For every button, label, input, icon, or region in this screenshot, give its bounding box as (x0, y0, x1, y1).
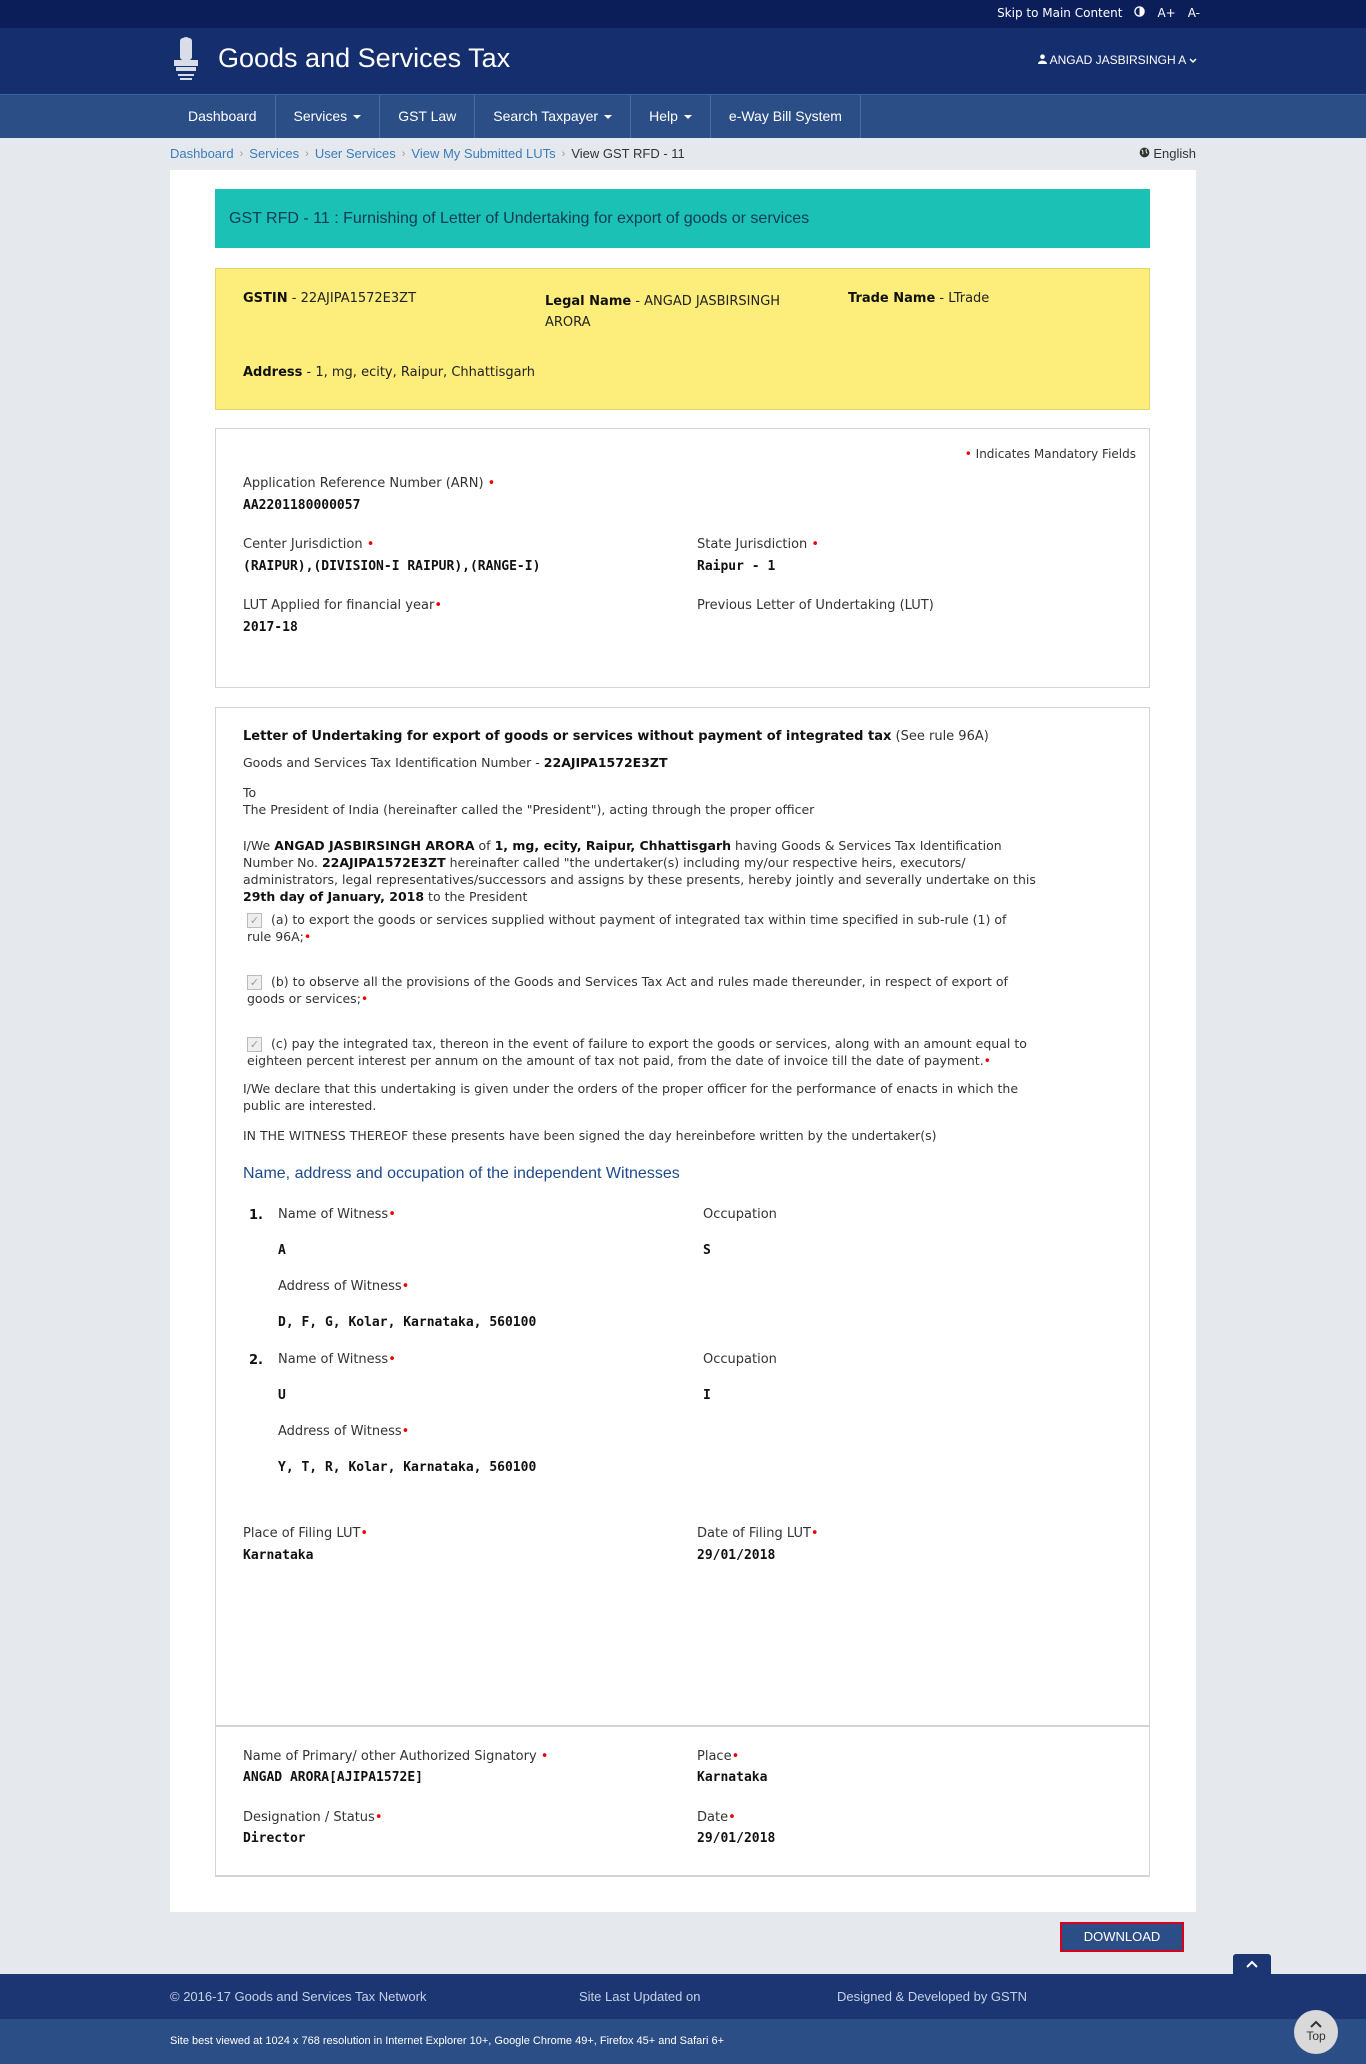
legal-name-value: ANGAD JASBIRSINGH (644, 294, 781, 309)
breadcrumb-services[interactable]: Services (249, 146, 300, 161)
arn-value: AA2201180000057 (243, 498, 361, 513)
scroll-up-tab[interactable] (1233, 1954, 1271, 1974)
required-marker: • (964, 447, 972, 461)
center-jurisdiction-label: Center Jurisdiction • (243, 537, 375, 552)
clause-a-checkbox[interactable]: ✓ (247, 913, 262, 928)
footer-updated: Site Last Updated on (579, 1989, 701, 2004)
witness-address-value: Y, T, R, Kolar, Karnataka, 560100 (278, 1460, 537, 1475)
nav-label: Dashboard (188, 108, 257, 124)
trade-name-value: LTrade (948, 291, 990, 306)
footer-designed: Designed & Developed by GSTN (837, 1989, 1028, 2004)
designation-value: Director (243, 1831, 306, 1846)
date-of-filing-value: 29/01/2018 (697, 1548, 776, 1563)
place-of-filing-value: Karnataka (243, 1548, 314, 1563)
nav-label: e-Way Bill System (728, 108, 842, 124)
footer-top (0, 1974, 1366, 2019)
address-value: 1, mg, ecity, Raipur, Chhattisgarh (315, 365, 535, 380)
date-of-filing-label: Date of Filing LUT• (697, 1526, 819, 1541)
user-name: ANGAD JASBIRSINGH A (1049, 53, 1186, 67)
footer-bottom (0, 2019, 1366, 2064)
address-label: Address (243, 365, 303, 380)
witness-name-label: Name of Witness• (278, 1207, 396, 1222)
nav-dashboard[interactable] (170, 95, 276, 138)
language-selector[interactable] (1139, 146, 1196, 161)
undertaking-card (215, 707, 1150, 1877)
signatory-name-value: ANGAD ARORA[AJIPA1572E] (243, 1770, 424, 1785)
witness-address-label: Address of Witness• (278, 1279, 410, 1294)
signatory-card (215, 1726, 1150, 1876)
contrast-icon[interactable] (1134, 6, 1145, 20)
breadcrumb-current: View GST RFD - 11 (571, 146, 685, 161)
footer-copyright: © 2016-17 Goods and Services Tax Network (170, 1989, 427, 2004)
signatory-place-label: Place• (697, 1749, 740, 1764)
site-header (0, 28, 1366, 94)
download-button[interactable]: DOWNLOAD (1060, 1922, 1184, 1952)
chevron-right-icon: › (305, 147, 309, 160)
clause-a-text: (a) to export the goods or services supplied without payment of integrated tax within time specified in sub-rule (1) of rule 96A;• (247, 912, 1007, 944)
national-emblem-icon[interactable] (168, 34, 204, 84)
form-title: GST RFD - 11 : Furnishing of Letter of Undertaking for export of goods or services (215, 189, 1150, 248)
back-to-top-button[interactable] (1294, 2010, 1338, 2054)
globe-icon (1139, 146, 1150, 161)
language-label: English (1153, 146, 1196, 161)
chevron-up-icon (1233, 1954, 1271, 1974)
to-line: To The President of India (hereinafter called the "President"), acting through the proper officer (243, 785, 815, 817)
caret-down-icon (604, 115, 612, 119)
main-nav (0, 94, 1366, 138)
nav-label: Help (649, 108, 678, 124)
legal-name-value-cont: ARORA (545, 315, 591, 330)
witness-occupation-label: Occupation (703, 1207, 777, 1222)
chevron-down-icon (1189, 53, 1197, 67)
chevron-right-icon: › (239, 147, 244, 160)
chevron-right-icon: › (561, 147, 566, 160)
mandatory-note-text: Indicates Mandatory Fields (975, 447, 1136, 461)
witness-address-label: Address of Witness• (278, 1424, 410, 1439)
gstin-field: GSTIN - 22AJIPA1572E3ZT (243, 291, 417, 306)
clause-b-checkbox[interactable]: ✓ (247, 975, 262, 990)
witness-name-value: A (278, 1243, 286, 1258)
nav-label: Services (293, 108, 348, 124)
breadcrumb-submitted-luts[interactable]: View My Submitted LUTs (411, 146, 556, 161)
witness-section-heading: Name, address and occupation of the independent Witnesses (243, 1165, 680, 1182)
mandatory-note (965, 447, 1136, 461)
designation-label: Designation / Status• (243, 1810, 383, 1825)
breadcrumb-dashboard[interactable]: Dashboard (170, 146, 234, 161)
witness-name-value: U (278, 1388, 286, 1403)
state-jurisdiction-value: Raipur - 1 (697, 559, 776, 574)
nav-label: Search Taxpayer (493, 108, 599, 124)
financial-year-value: 2017-18 (243, 620, 298, 635)
signatory-name-label: Name of Primary/ other Authorized Signatory • (243, 1749, 549, 1764)
top-label: Top (1306, 2029, 1326, 2043)
signatory-date-value: 29/01/2018 (697, 1831, 776, 1846)
browser-note: Site best viewed at 1024 x 768 resolution in Internet Explorer 10+, Google Chrome 49+, Firefox 45+ and Safari 6+ (170, 2035, 725, 2047)
skip-to-main-content-link[interactable]: Skip to Main Content (997, 6, 1123, 20)
nav-search-taxpayer[interactable] (475, 95, 631, 138)
trade-name-label: Trade Name (848, 291, 936, 306)
site-footer (0, 1974, 1366, 2064)
clause-c-text: (c) pay the integrated tax, thereon in the event of failure to export the goods or services, along with an amount equal to eighteen percent interest per annum on the amount of tax not paid, from the date of invoice till the date of payment.• (247, 1036, 1027, 1068)
address-field: Address - 1, mg, ecity, Raipur, Chhattisgarh (243, 365, 535, 380)
nav-label: GST Law (398, 108, 457, 124)
font-increase-button[interactable]: A+ (1157, 6, 1176, 20)
state-jurisdiction-label: State Jurisdiction • (697, 537, 820, 552)
witness-occupation-label: Occupation (703, 1352, 777, 1367)
witness-occupation-value: S (703, 1243, 711, 1258)
witness-number: 1. (249, 1208, 263, 1223)
nav-gst-law[interactable] (380, 95, 475, 138)
witness-name-label: Name of Witness• (278, 1352, 396, 1367)
gstin-label: GSTIN (243, 291, 288, 306)
previous-lut-label: Previous Letter of Undertaking (LUT) (697, 598, 934, 613)
taxpayer-info-box (215, 268, 1150, 410)
trade-name-field: Trade Name - LTrade (848, 291, 990, 306)
financial-year-label: LUT Applied for financial year• (243, 598, 442, 613)
chevron-right-icon: › (401, 147, 406, 160)
breadcrumb-user-services[interactable]: User Services (314, 146, 396, 161)
legal-name-field: Legal Name - ANGAD JASBIRSINGH ARORA (545, 294, 781, 330)
witness-number: 2. (249, 1353, 263, 1368)
gstin-line: Goods and Services Tax Identification Number - 22AJIPA1572E3ZT (243, 755, 668, 770)
declaration-text: I/We declare that this undertaking is given under the orders of the proper officer for the performance of enacts in which the public are interested. (243, 1081, 1019, 1113)
caret-down-icon (684, 115, 692, 119)
nav-help[interactable] (631, 95, 711, 138)
arn-label: Application Reference Number (ARN) • (243, 476, 496, 491)
undertaking-heading: Letter of Undertaking for export of goods or services without payment of integrated tax (See rule 96A) (243, 729, 989, 744)
clause-b-text: (b) to observe all the provisions of the Goods and Services Tax Act and rules made thereunder, in respect of export of goods or services;• (247, 974, 1008, 1006)
user-menu[interactable] (1038, 53, 1197, 67)
place-of-filing-label: Place of Filing LUT• (243, 1526, 369, 1541)
signatory-place-value: Karnataka (697, 1770, 768, 1785)
lut-details-card (215, 428, 1150, 688)
font-decrease-button[interactable]: A- (1187, 6, 1200, 20)
center-jurisdiction-value: (RAIPUR),(DIVISION-I RAIPUR),(RANGE-I) (243, 559, 541, 574)
legal-name-label: Legal Name (545, 294, 632, 309)
witness-occupation-value: I (703, 1388, 711, 1403)
nav-services[interactable] (276, 95, 381, 138)
user-icon (1038, 53, 1050, 67)
breadcrumb (170, 146, 685, 161)
main-content (170, 170, 1196, 1912)
witness-line: IN THE WITNESS THEREOF these presents have been signed the day hereinbefore written by the undertaker(s) (243, 1128, 937, 1143)
gstin-value: 22AJIPA1572E3ZT (300, 291, 417, 306)
site-title[interactable]: Goods and Services Tax (218, 43, 511, 73)
chevron-up-icon (1309, 2019, 1323, 2029)
witness-address-value: D, F, G, Kolar, Karnataka, 560100 (278, 1315, 537, 1330)
top-utility-bar (0, 0, 1366, 28)
clause-c-checkbox[interactable]: ✓ (247, 1037, 262, 1052)
nav-eway-bill[interactable] (711, 95, 861, 138)
undertaking-body: I/We ANGAD JASBIRSINGH ARORA of 1, mg, ecity, Raipur, Chhattisgarh having Goods & Services Tax Identification Number No. 22AJIPA1572E3ZT hereinafter called "the undertaker(s) including my/our respective heirs, executors/ administrators, legal representatives/successors and assigns by these presents, hereby jointly and severally undertake on this 29th day of January, 2018 to the President (243, 838, 1036, 904)
caret-down-icon (353, 115, 361, 119)
signatory-date-label: Date• (697, 1810, 736, 1825)
